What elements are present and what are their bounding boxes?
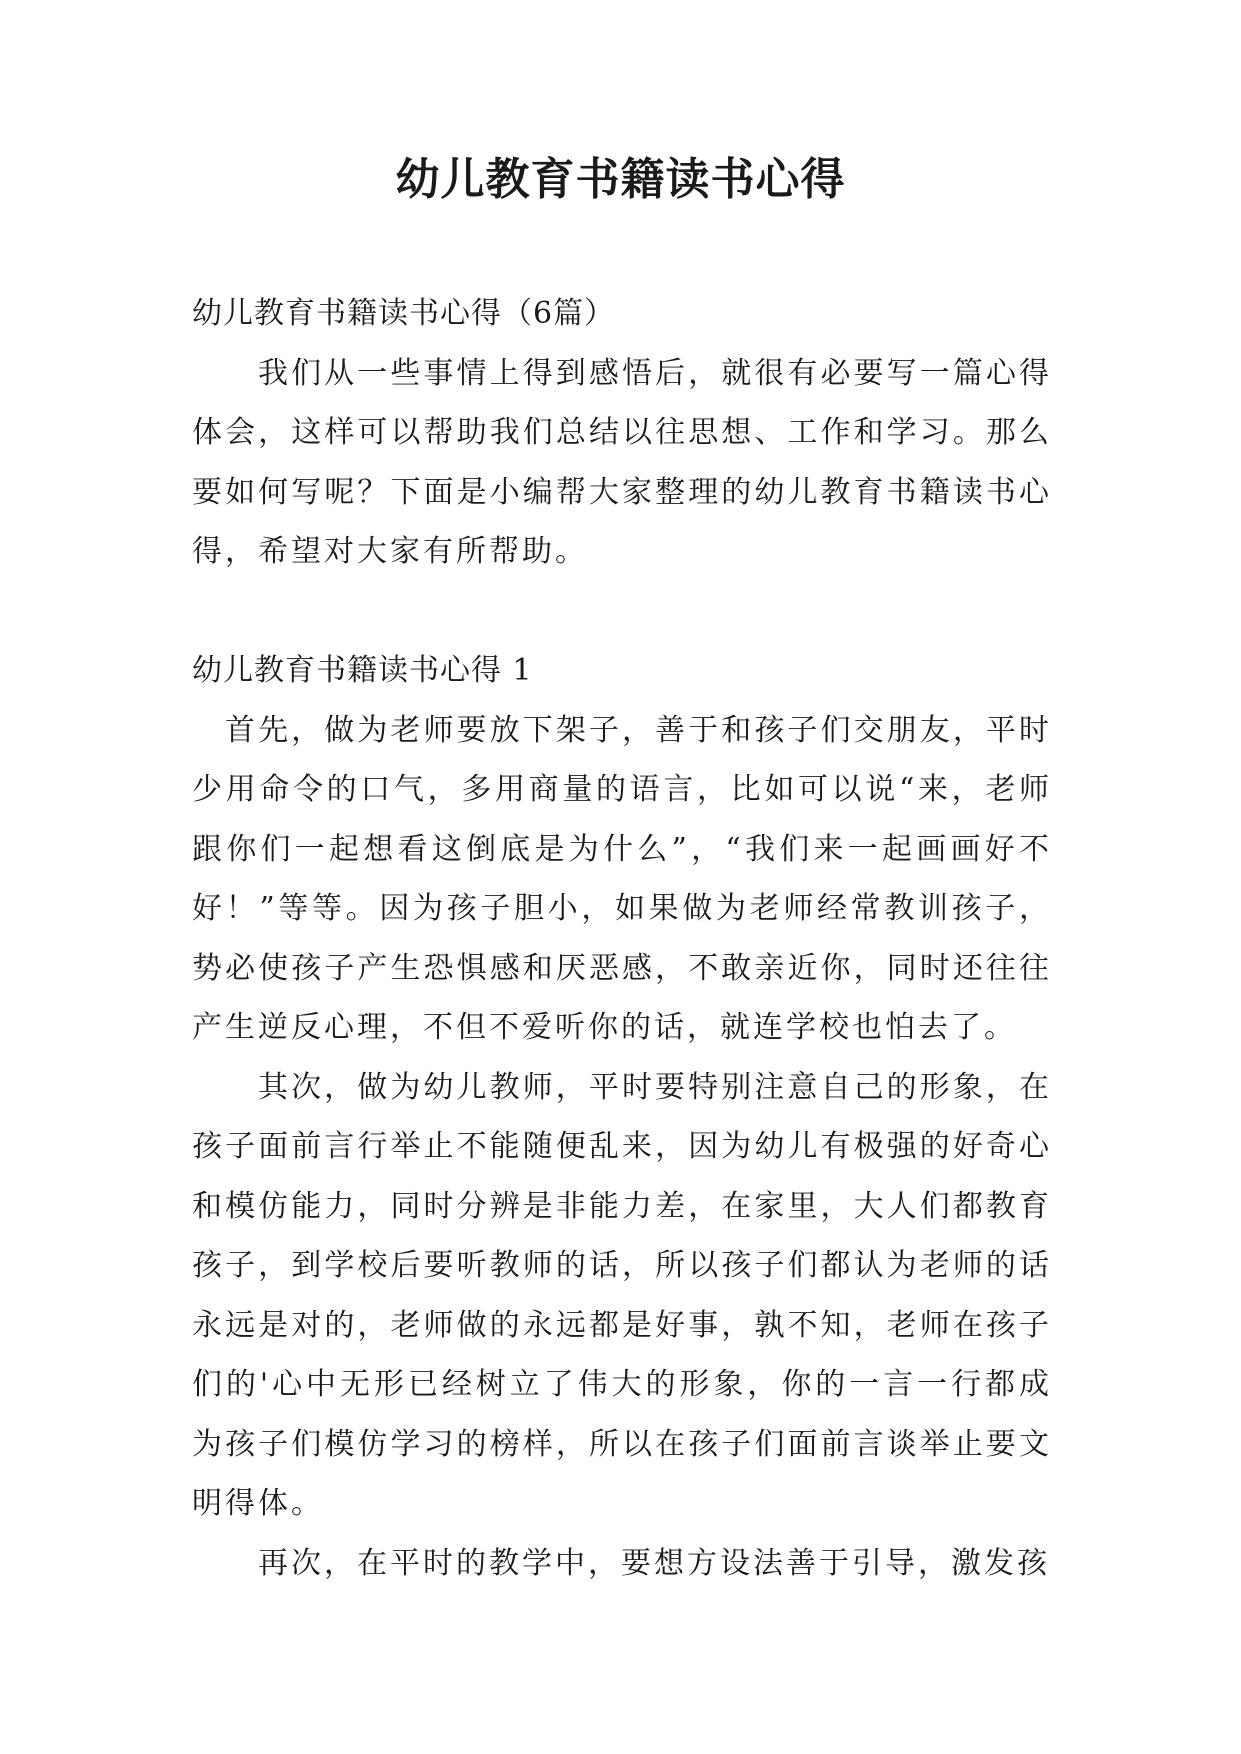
body-paragraph: 首先，做为老师要放下架子，善于和孩子们交朋友，平时少用命令的口气，多用商量的语言，比如可以说“来，老师跟你们一起想看这倒底是为什么”，“我们来一起画画好不好！”等等。因为孩子胆小，如果做为老师经常教训孩子，势必使孩子产生恐惧感和厌恶感，不敢亲近你，同时还往往产生逆反心理，不但不爱听你的话，就连学校也怕去了。 <box>192 712 1052 1045</box>
document-title: 幼儿教育书籍读书心得 <box>395 154 846 205</box>
paragraph-spacer <box>192 582 1052 642</box>
intro-paragraph: 我们从一些事情上得到感悟后，就很有必要写一篇心得体会，这样可以帮助我们总结以往思想、工作和学习。那么要如何写呢？下面是小编帮大家整理的幼儿教育书籍读书心得，希望对大家有所帮助。 <box>192 355 1052 569</box>
section-heading: 幼儿教育书籍读书心得 1 <box>192 653 533 688</box>
document-subtitle: 幼儿教育书籍读书心得（6篇） <box>192 296 616 331</box>
document-body <box>192 284 1052 1593</box>
body-paragraph: 其次，做为幼儿教师，平时要特别注意自己的形象，在孩子面前言行举止不能随便乱来，因为幼儿有极强的好奇心和模仿能力，同时分辨是非能力差，在家里，大人们都教育孩子，到学校后要听教师的话，所以孩子们都认为老师的话永远是对的，老师做的永远都是好事，孰不知，老师在孩子们的'心中无形已经树立了伟大的形象，你的一言一行都成为孩子们模仿学习的榜样，所以在孩子们面前言谈举止要文明得体。 <box>192 1069 1052 1521</box>
body-paragraph: 再次，在平时的教学中，要想方设法善于引导，激发孩 <box>258 1545 1050 1581</box>
